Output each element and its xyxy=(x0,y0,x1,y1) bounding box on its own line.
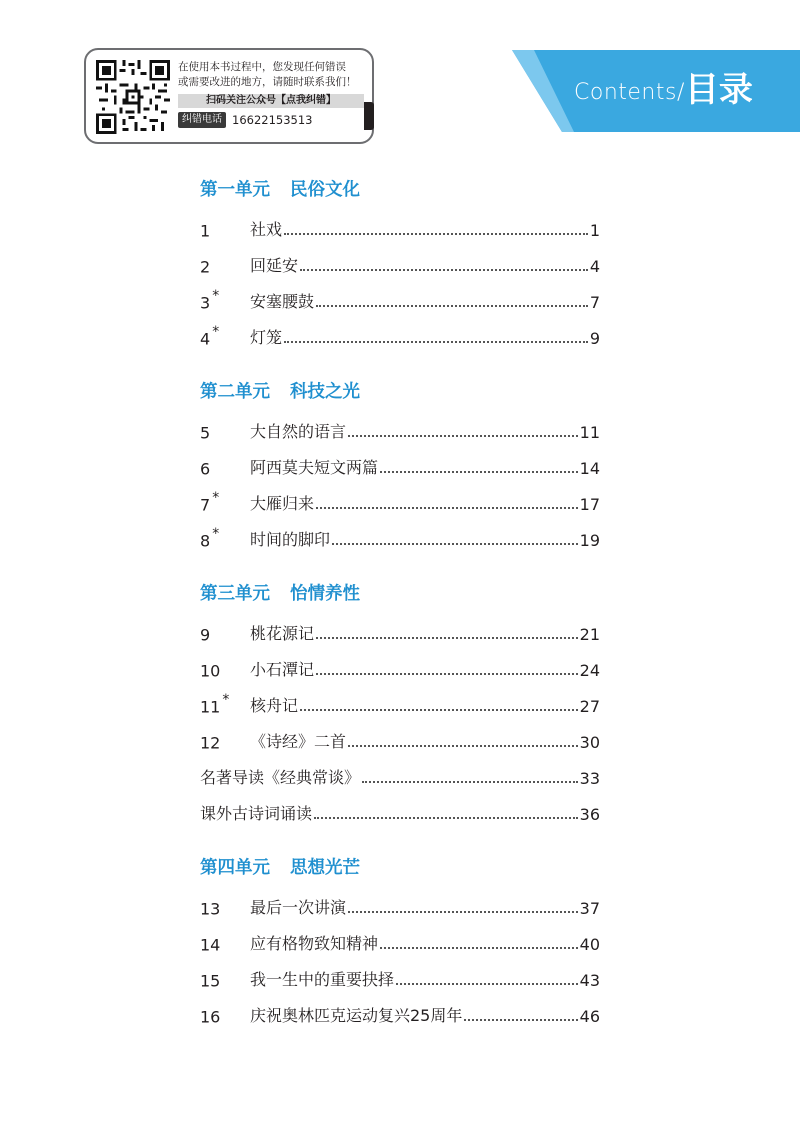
toc-entry[interactable]: 2 回延安 4 xyxy=(200,256,600,276)
notice-line-1: 在使用本书过程中，您发现任何错误 xyxy=(178,61,346,73)
notice-line-2: 或需要改进的地方，请随时联系我们！ xyxy=(178,76,357,88)
box-tab-decoration xyxy=(364,102,374,130)
unit-heading: 第二单元 科技之光 xyxy=(200,382,360,402)
toc-entry[interactable]: 4 * 灯笼 9 xyxy=(200,323,600,348)
scan-follow-bar: 扫码关注公众号【点我纠错】 xyxy=(178,94,364,108)
qr-code-icon[interactable] xyxy=(96,60,170,134)
toc-entry[interactable]: 8 * 时间的脚印 19 xyxy=(200,525,600,550)
toc-entry[interactable]: 16 庆祝奥林匹克运动复兴25周年 46 xyxy=(200,1006,600,1026)
contents-banner xyxy=(512,50,800,132)
phone-number: 16622153513 xyxy=(232,113,313,127)
toc-entry-extra-poems[interactable]: 课外古诗词诵读 36 xyxy=(200,804,600,824)
toc-entry[interactable]: 6 阿西莫夫短文两篇 14 xyxy=(200,458,600,478)
table-of-contents xyxy=(200,176,600,1026)
toc-entry[interactable]: 14 应有格物致知精神 40 xyxy=(200,934,600,954)
contents-label-zh: 目录 xyxy=(684,70,753,110)
toc-entry[interactable]: 10 小石潭记 24 xyxy=(200,660,600,680)
toc-entry[interactable]: 1 社戏 1 xyxy=(200,220,600,240)
toc-entry[interactable]: 13 最后一次讲演 37 xyxy=(200,898,600,918)
unit-heading: 第四单元 思想光芒 xyxy=(200,858,360,878)
toc-entry[interactable]: 9 桃花源记 21 xyxy=(200,624,600,644)
toc-entry[interactable]: 12 《诗经》二首 30 xyxy=(200,732,600,752)
toc-entry[interactable]: 15 我一生中的重要抉择 43 xyxy=(200,970,600,990)
toc-entry[interactable]: 5 大自然的语言 11 xyxy=(200,422,600,442)
unit-heading: 第三单元 怡情养性 xyxy=(200,584,360,604)
phone-label: 纠错电话 xyxy=(178,112,226,128)
toc-entry-reading-guide[interactable]: 名著导读《经典常谈》 33 xyxy=(200,768,600,788)
contents-label-en: Contents/ xyxy=(574,80,685,105)
toc-entry[interactable]: 3 * 安塞腰鼓 7 xyxy=(200,287,600,312)
toc-entry[interactable]: 7 * 大雁归来 17 xyxy=(200,489,600,514)
unit-heading: 第一单元 民俗文化 xyxy=(200,180,360,200)
toc-entry[interactable]: 11 * 核舟记 27 xyxy=(200,691,600,716)
feedback-notice-box xyxy=(84,48,374,144)
